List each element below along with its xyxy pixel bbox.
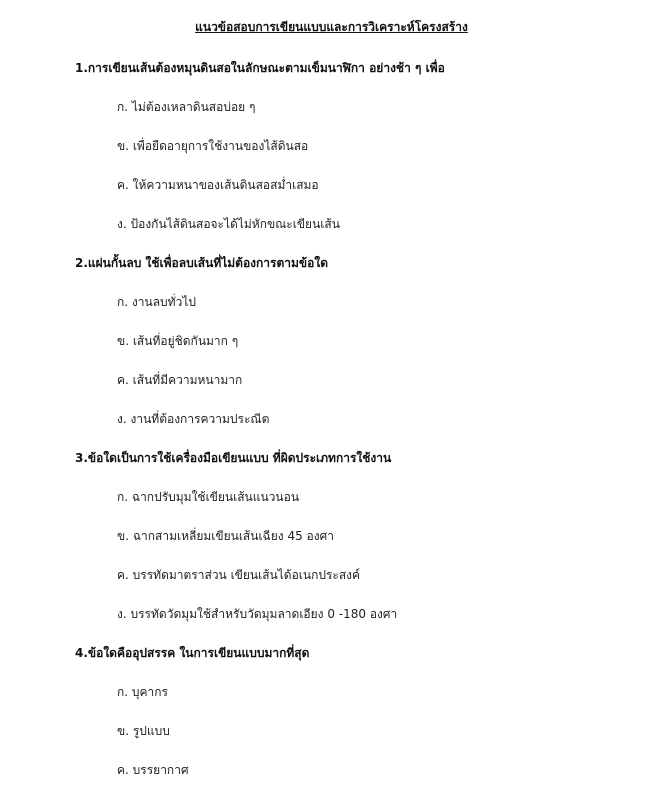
question-1: 1.การเขียนเส้นต้องหมุนดินสอในลักษณะตามเข็มนาฬิกา อย่างช้า ๆ เพื่อ [75,61,445,75]
question-4-option-a: ก. บุคากร [117,685,168,699]
title-text: แนวข้อสอบการเขียนแบบและการวิเคราะห์โครงสร้าง [195,20,468,34]
question-1-option-b: ข. เพื่อยืดอายุการใช้งานของไส้ดินสอ [117,139,309,153]
document-page [0,8,667,790]
question-3-option-d: ง. บรรทัดวัดมุมใช้สำหรับวัดมุมลาดเอียง 0 -180 องศา [117,607,398,621]
question-2: 2.แผ่นกั้นลบ ใช้เพื่อลบเส้นที่ไม่ต้องการตามข้อใด [75,256,328,270]
document-title [0,8,667,46]
question-4: 4.ข้อใดคืออุปสรรค ในการเขียนแบบมากที่สุด [75,646,310,660]
question-1-option-c: ค. ให้ความหนาของเส้นดินสอสม่ำเสมอ [117,178,319,192]
question-4-option-c: ค. บรรยากาศ [117,763,189,777]
question-2-option-b: ข. เส้นที่อยู่ชิดกันมาก ๆ [117,334,239,348]
question-3: 3.ข้อใดเป็นการใช้เครื่องมือเขียนแบบ ที่ผิดประเภทการใช้งาน [75,451,392,465]
question-2-option-c: ค. เส้นที่มีความหนามาก [117,373,243,387]
question-1-option-d: ง. ป้องกันไส้ดินสอจะได้ไม่หักขณะเขียนเส้น [117,217,340,231]
question-3-option-b: ข. ฉากสามเหลี่ยมเขียนเส้นเฉียง 45 องศา [117,529,334,543]
question-1-option-a: ก. ไม่ต้องเหลาดินสอบ่อย ๆ [117,100,256,114]
question-2-option-a: ก. งานลบทั่วไป [117,295,196,309]
question-4-option-b: ข. รูปแบบ [117,724,170,738]
question-3-option-c: ค. บรรทัดมาตราส่วน เขียนเส้นได้อเนกประสงค์ [117,568,361,582]
question-3-option-a: ก. ฉากปรับมุมใช้เขียนเส้นแนวนอน [117,490,300,504]
question-2-option-d: ง. งานที่ต้องการความประณีต [117,412,270,426]
